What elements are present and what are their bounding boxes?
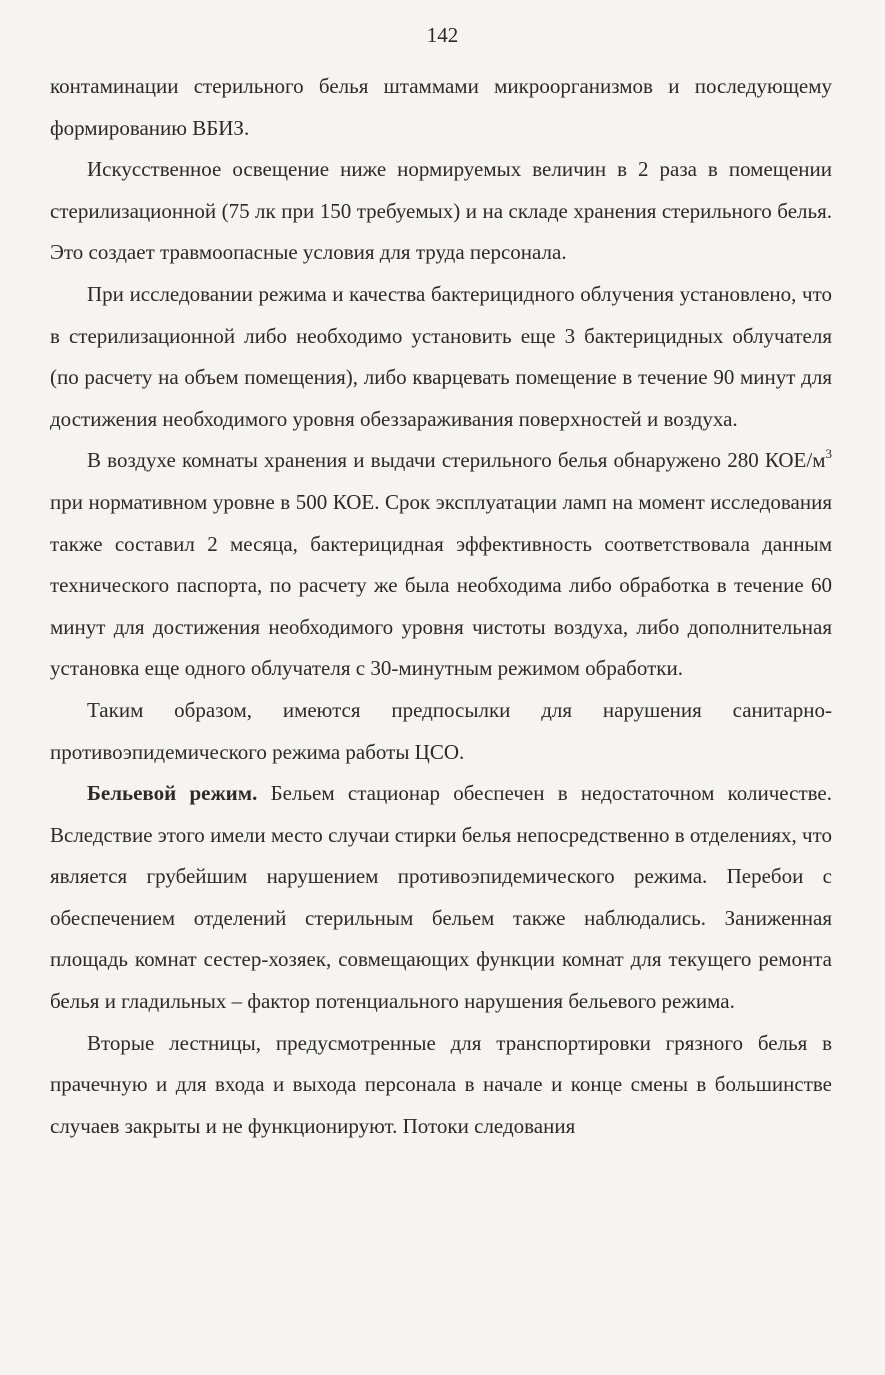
- paragraph-continuation: контаминации стерильного белья штаммами микроорганизмов и последующему формированию ВБИЗ.: [50, 74, 832, 140]
- air-quality-text-end: при нормативном уровне в 500 КОЕ. Срок эксплуатации ламп на момент исследования также составил 2 месяца, бактерицидная эффективность соответствовала данным технического паспорта, по расчету же была необходима либо обработка в течение 60 минут для достижения необходимого уровня чистоты воздуха, либо дополнительная установка еще одного облучателя с 30-минутным режимом обработки.: [50, 489, 832, 681]
- paragraph-linen-regime: [50, 773, 832, 1023]
- linen-regime-text: Бельем стационар обеспечен в недостаточном количестве. Вследствие этого имели место случаи стирки белья непосредственно в отделениях, что является грубейшим нарушением противоэпидемического режима. Перебои с обеспечением отделений стерильным бельем также наблюдались. Заниженная площадь комнат сестер-хозяек, совмещающих функции комнат для текущего ремонта белья и гладильных – фактор потенциального нарушения бельевого режима.: [50, 781, 833, 1014]
- paragraph-conclusion: Таким образом, имеются предпосылки для нарушения санитарно-противоэпидемического режима работы ЦСО.: [50, 697, 832, 764]
- paragraph-air-quality: [50, 440, 832, 690]
- superscript-cubic: 3: [825, 446, 832, 462]
- air-quality-text-start: В воздухе комнаты хранения и выдачи стерильного белья обнаружено 280 КОЕ/м: [87, 448, 826, 473]
- page-number: 142: [426, 23, 459, 47]
- paragraph-irradiation: При исследовании режима и качества бактерицидного облучения установлено, что в стерилизационной либо необходимо установить еще 3 бактерицидных облучателя (по расчету на объем помещения), либо кварцевать помещение в течение 90 минут для достижения необходимого уровня обеззараживания поверхностей и воздуха.: [50, 281, 832, 431]
- paragraph-lighting: Искусственное освещение ниже нормируемых величин в 2 раза в помещении стерилизационной (75 лк при 150 требуемых) и на складе хранения стерильного белья. Это создает травмоопасные условия для труда персонала.: [50, 157, 832, 265]
- body-text: [50, 66, 832, 1147]
- section-heading-linen-regime: Бельевой режим.: [87, 781, 258, 806]
- paragraph-stairs: Вторые лестницы, предусмотренные для транспортировки грязного белья в прачечную и для входа и выхода персонала в начале и конце смены в большинстве случаев закрыты и не функционируют. Потоки следования: [50, 1030, 832, 1138]
